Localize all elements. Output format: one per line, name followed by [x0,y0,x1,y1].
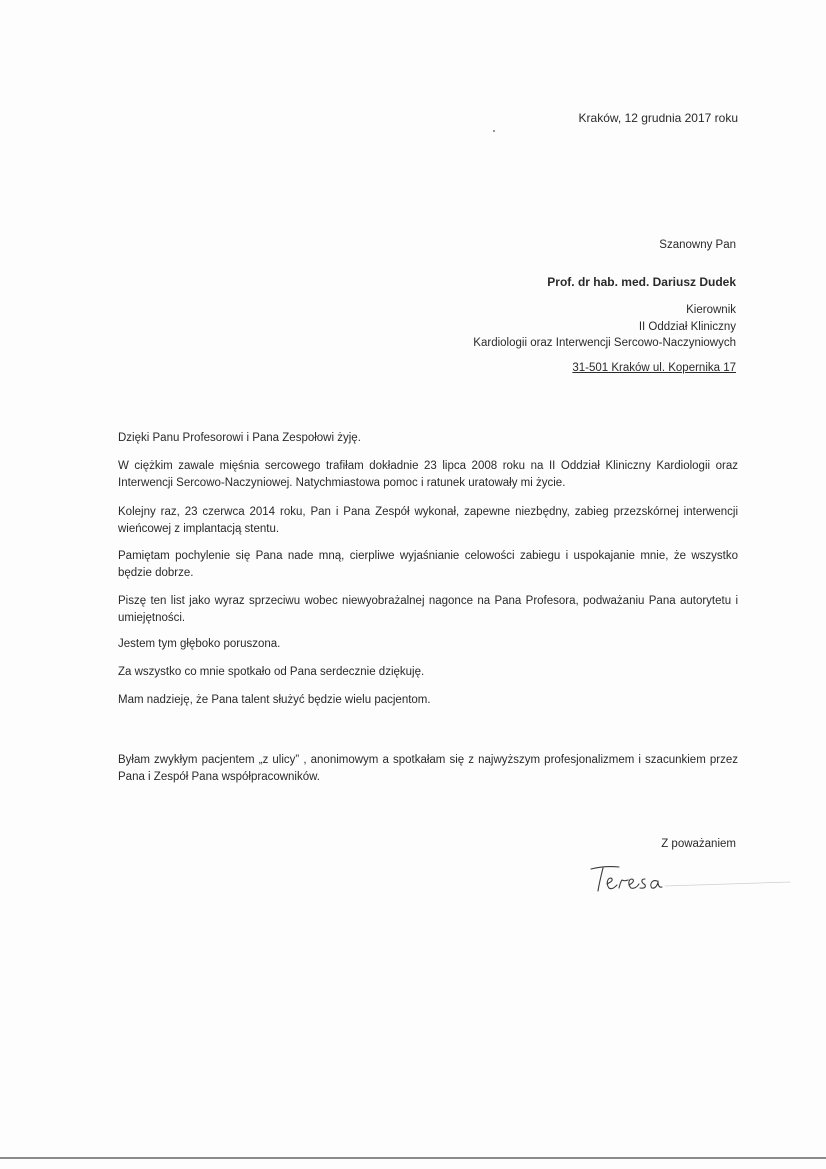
paragraph [118,636,738,653]
paragraph [118,504,738,538]
paragraph-text: Pamiętam pochylenie się Pana nade mną, cierpliwe wyjaśnianie celowości zabiegu i uspokajanie mnie, że wszystko będzie dobrze. [118,550,738,579]
scan-edge [0,1157,826,1159]
date-line: Kraków, 12 grudnia 2017 roku [578,111,738,125]
recipient-name: Prof. dr hab. med. Dariusz Dudek [547,275,736,289]
paragraph-text: Jestem tym głęboko poruszona. [118,638,281,650]
paragraph [118,692,738,709]
closing: Z poważaniem [661,838,736,850]
paragraph-text: W ciężkim zawale mięśnia sercowego trafiłam dokładnie 23 lipca 2008 roku na II Oddział Kliniczny Kardiologii oraz Interwencji Sercowo-Naczyniowej. Natychmiastowa pomoc i ratunek uratowały mi życie. [118,460,738,489]
salutation: Szanowny Pan [659,239,736,251]
paragraph [118,430,738,447]
paragraph [118,664,738,681]
recipient-title-line: Kardiologii oraz Interwencji Sercowo-Naczyniowych [473,337,736,349]
paragraph-text: Kolejny raz, 23 czerwca 2014 roku, Pan i Pana Zespół wykonał, zapewne niezbędny, zabieg przezskórnej interwencji wieńcowej z implantacją stentu. [118,506,738,535]
paragraph [118,752,738,786]
scan-speck [493,130,495,132]
paragraph [118,458,738,492]
handwritten-signature [585,860,795,900]
recipient-title-line: Kierownik [686,304,736,316]
recipient-title [473,302,736,352]
paragraph-text: Dzięki Panu Profesorowi i Pana Zespołowi żyję. [118,432,361,444]
paragraph-text: Piszę ten list jako wyraz sprzeciwu wobec niewyobrażalnej nagonce na Pana Profesora, podważaniu Pana autorytetu i umiejętności. [118,595,738,624]
paragraph [118,593,738,627]
paragraph [118,548,738,582]
paragraph-text: Byłam zwykłym pacjentem „z ulicy” , anonimowym a spotkałam się z najwyższym profesjonalizmem i szacunkiem przez Pana i Zespół Pana współpracowników. [118,754,738,783]
recipient-title-line: II Oddział Kliniczny [638,320,736,333]
paragraph-text: Mam nadzieję, że Pana talent służyć będzie wielu pacjentom. [118,694,431,706]
paragraph-text: Za wszystko co mnie spotkało od Pana serdecznie dziękuję. [118,666,425,678]
recipient-address: 31-501 Kraków ul. Kopernika 17 [572,362,736,374]
